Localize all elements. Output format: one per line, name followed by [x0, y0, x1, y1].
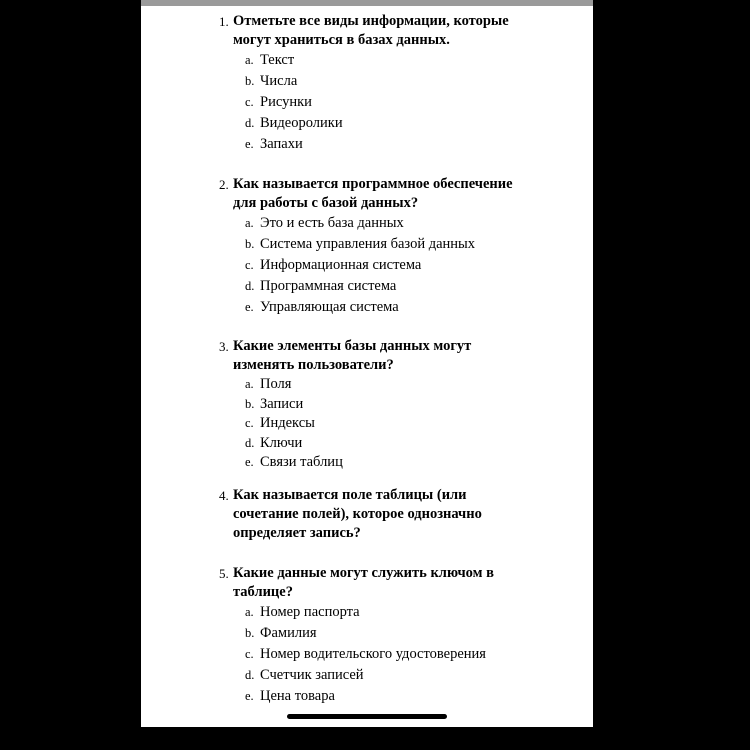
home-indicator[interactable] — [287, 714, 447, 719]
option-b — [219, 623, 549, 644]
option-letter: b. — [245, 74, 255, 88]
option-d — [219, 434, 549, 454]
option-text: Записи — [260, 395, 304, 412]
option-letter: c. — [245, 95, 254, 109]
option-letter: a. — [245, 605, 254, 619]
option-letter: e. — [245, 455, 254, 469]
option-text: Счетчик записей — [260, 667, 364, 683]
option-text: Связи таблиц — [260, 454, 343, 470]
option-text: Запахи — [260, 136, 303, 152]
question-text: Как называется поле таблицы (или сочетание полей), которое однозначно определяет запись? — [233, 487, 482, 541]
option-e — [219, 453, 549, 473]
question-1 — [219, 12, 549, 155]
option-letter: e. — [245, 137, 254, 151]
question-text: Какие элементы базы данных могут изменять пользователи? — [233, 338, 472, 373]
option-letter: c. — [245, 416, 254, 430]
option-letter: e. — [245, 689, 254, 703]
option-letter: b. — [245, 237, 255, 251]
option-letter: c. — [245, 647, 254, 661]
option-e — [219, 297, 549, 318]
option-text: Ключи — [260, 434, 303, 451]
option-text: Номер водительского удостоверения — [260, 646, 486, 662]
option-text: Это и есть база данных — [260, 215, 404, 231]
answer-options — [219, 602, 549, 707]
option-letter: b. — [245, 626, 255, 640]
option-d — [219, 113, 549, 134]
question-3 — [219, 337, 549, 473]
option-text: Рисунки — [260, 94, 312, 110]
question-number: 1. — [219, 14, 229, 29]
option-a — [219, 50, 549, 71]
question-number: 3. — [219, 339, 229, 354]
option-letter: d. — [245, 279, 255, 293]
option-c — [219, 92, 549, 113]
option-letter: d. — [245, 116, 255, 130]
question-number: 4. — [219, 488, 229, 503]
option-text: Индексы — [260, 415, 315, 431]
answer-options — [219, 213, 549, 318]
option-letter: a. — [245, 53, 254, 67]
option-text: Поля — [260, 376, 292, 392]
option-letter: d. — [245, 435, 255, 450]
option-d — [219, 276, 549, 297]
option-letter: e. — [245, 300, 254, 314]
option-text: Видеоролики — [260, 115, 343, 131]
question-number: 5. — [219, 566, 229, 581]
option-text: Номер паспорта — [260, 604, 360, 620]
option-a — [219, 213, 549, 234]
option-b — [219, 71, 549, 92]
option-b — [219, 234, 549, 255]
document-page — [141, 0, 593, 727]
question-text: Отметьте все виды информации, которые могут храниться в базах данных. — [233, 13, 509, 48]
option-a — [219, 602, 549, 623]
option-letter: d. — [245, 668, 255, 682]
option-text: Текст — [260, 52, 295, 68]
question-text: Как называется программное обеспечение для работы с базой данных? — [233, 176, 513, 211]
option-letter: a. — [245, 377, 254, 391]
top-scroll-bar — [141, 0, 593, 6]
option-text: Программная система — [260, 278, 397, 294]
option-e — [219, 686, 549, 707]
question-number: 2. — [219, 177, 229, 192]
option-text: Система управления базой данных — [260, 236, 476, 252]
question-text: Какие данные могут служить ключом в таблице? — [233, 565, 494, 600]
option-letter: c. — [245, 258, 254, 272]
option-a — [219, 375, 549, 395]
answer-options — [219, 375, 549, 473]
option-text: Фамилия — [260, 625, 317, 641]
question-5 — [219, 564, 549, 707]
option-text: Числа — [260, 73, 298, 89]
option-text: Управляющая система — [260, 299, 399, 315]
option-c — [219, 414, 549, 434]
option-e — [219, 134, 549, 155]
question-2 — [219, 175, 549, 318]
option-c — [219, 644, 549, 665]
question-4 — [219, 486, 549, 543]
option-letter: b. — [245, 396, 255, 411]
option-letter: a. — [245, 216, 254, 230]
option-d — [219, 665, 549, 686]
answer-options — [219, 50, 549, 155]
option-text: Цена товара — [260, 688, 335, 704]
option-text: Информационная система — [260, 257, 422, 273]
option-b — [219, 395, 549, 415]
option-c — [219, 255, 549, 276]
